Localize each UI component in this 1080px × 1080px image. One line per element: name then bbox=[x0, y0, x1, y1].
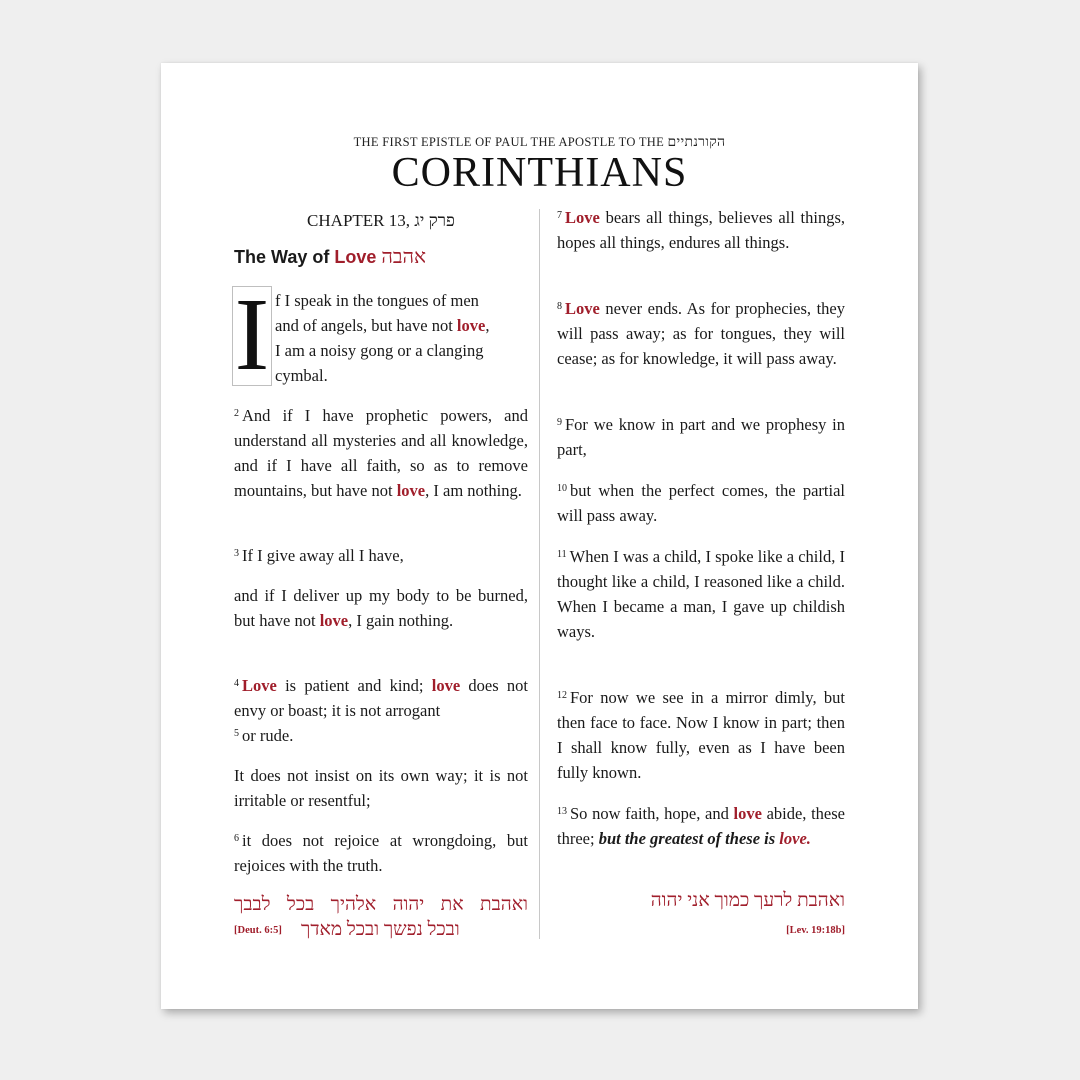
verse-2: $^2$ And if I have prophetic powers, and understand all mysteries and all knowledge, and if I have all faith, so as to remove mountains, but have not love, I am nothing. bbox=[234, 406, 528, 500]
lev-reference: [Lev. 19:18b] bbox=[786, 925, 845, 936]
verse-8: $^8$ Love never ends. As for prophecies, they will pass away; as for tongues, they will cease; as for knowledge, it will pass away. bbox=[557, 299, 845, 368]
chapter-heading: CHAPTER 13, פרק יג bbox=[307, 211, 455, 230]
deut-reference: [Deut. 6:5] bbox=[234, 925, 282, 936]
hebrew-lev-line: ואהבת לרעך כמוך אני יהוה bbox=[650, 890, 845, 911]
verse-10: $^{10}$ but when the perfect comes, the partial will pass away. bbox=[557, 481, 845, 525]
verse-12: $^{12}$ For now we see in a mirror dimly, but then face to face. Now I know in part; then I shall know fully, even as I have been fully known. bbox=[557, 688, 845, 782]
verse-9: $^9$ For we know in part and we prophesy in part, bbox=[557, 415, 845, 459]
verse-4: $^4$ Love is patient and kind; love does not envy or boast; it is not arrogant $^5$ or rude. bbox=[234, 676, 528, 745]
verse-5: It does not insist on its own way; it is not irritable or resentful; bbox=[234, 766, 528, 810]
verse-13: $^{13}$ So now faith, hope, and love abide, these three; but the greatest of these is love. bbox=[557, 804, 845, 848]
chapter-hebrew: פרק יג bbox=[414, 211, 455, 230]
verse-6: $^6$ it does not rejoice at wrongdoing, but rejoices with the truth. bbox=[234, 831, 528, 875]
verse-11: $^{11}$ When I was a child, I spoke like a child, I thought like a child, I reasoned like a child. When I became a man, I gave up childish ways. bbox=[557, 547, 845, 641]
epistle-supertitle: THE FIRST EPISTLE OF PAUL THE APOSTLE TO THE הקורנתיים bbox=[353, 135, 726, 150]
verse-3: $^3$ If I give away all I have, bbox=[234, 546, 404, 565]
heading-hebrew: אהבה bbox=[381, 246, 427, 268]
verse-1: f I speak in the tongues of men and of angels, but have not love, I am a noisy gong or a clanging cymbal. bbox=[275, 291, 490, 385]
print-page bbox=[161, 63, 918, 1009]
section-heading: The Way of Love אהבה bbox=[234, 246, 427, 268]
book-title: CORINTHIANS bbox=[391, 150, 688, 196]
heading-love: Love bbox=[334, 247, 377, 267]
hebrew-deut-line-2: ובכל נפשך ובכל מאדך bbox=[301, 919, 460, 940]
drop-cap: I bbox=[232, 286, 272, 386]
hebrew-deut-line-1: ואהבת את יהוה אלהיך בכל לבבך bbox=[234, 894, 528, 915]
verse-3-continued: and if I deliver up my body to be burned, but have not love, I gain nothing. bbox=[234, 586, 528, 630]
supertitle-hebrew: הקורנתיים bbox=[667, 135, 726, 150]
column-divider bbox=[539, 209, 540, 939]
verse-7: $^7$ Love bears all things, believes all things, hopes all things, endures all things. bbox=[557, 208, 845, 252]
